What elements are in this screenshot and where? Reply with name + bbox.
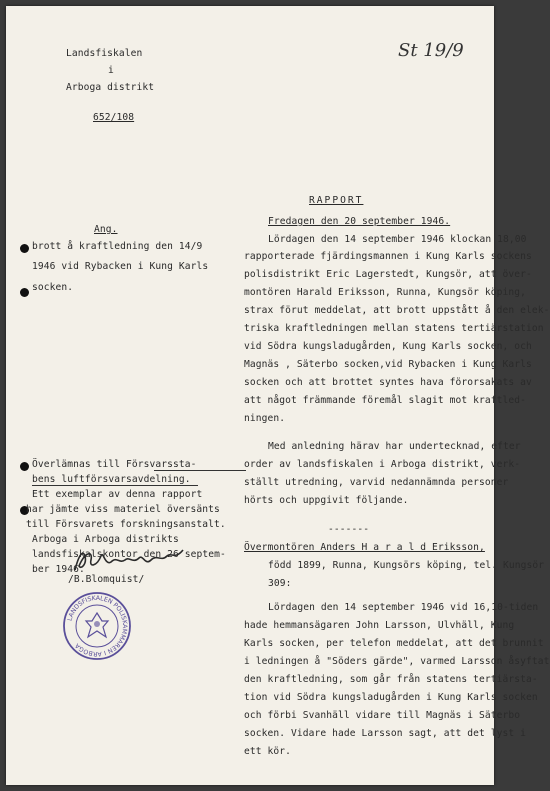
- body-line: socken och att brottet syntes hava förorsakats av: [244, 377, 532, 388]
- body-line: triska kraftledningen mellan statens tertiärstation: [244, 323, 544, 334]
- body-line: i ledningen å "Söders gärde", varmed Larsson åsyftat: [244, 656, 550, 667]
- transmittal-line: landsfiskalskontor den 26 septem-: [32, 549, 226, 560]
- section-divider: -------: [328, 524, 370, 535]
- svg-text:LANDSFISKALEN POLISKAMMAREN I: LANDSFISKALEN POLISKAMMAREN I ARBOGA: [66, 594, 129, 658]
- body-line: Karls socken, per telefon meddelat, att det brunnit: [244, 638, 544, 649]
- witness-info-line: 309:: [268, 578, 292, 589]
- transmittal-line: till Försvarets forskningsanstalt.: [26, 519, 226, 530]
- body-line: ningen.: [244, 413, 286, 424]
- subject-line: brott å kraftledning den 14/9: [32, 241, 203, 252]
- report-title: RAPPORT: [309, 195, 364, 206]
- body-line: Lördagen den 14 september 1946 klockan 18,00: [268, 234, 527, 245]
- body-line: montören Harald Eriksson, Runna, Kungsör köping,: [244, 287, 527, 298]
- body-line: ställt utredning, varvid nedannämnda personer: [244, 477, 509, 488]
- body-line: ett kör.: [244, 746, 292, 757]
- header-office: Landsfiskalen: [66, 48, 143, 59]
- body-line: strax förut meddelat, att brott uppstått å den elek-: [244, 305, 550, 316]
- handwritten-note: St 19/9: [398, 40, 464, 61]
- document-page: [6, 6, 550, 785]
- transmittal-line: ber 1946.: [32, 564, 85, 575]
- official-stamp: [62, 591, 132, 661]
- body-line: tion vid Södra kungsladugården i Kung Karls socken: [244, 692, 538, 703]
- body-line: hade hemmansägaren John Larsson, Ulvhäll, Kung: [244, 620, 515, 631]
- transmittal-line: Ett exemplar av denna rapport: [32, 489, 203, 500]
- transmittal-line: Arboga i Arboga distrikts: [32, 534, 179, 545]
- underline-mark: [32, 485, 198, 486]
- witness-heading: Övermontören Anders H a r a l d Eriksson,: [244, 542, 485, 553]
- reference-number: 652/108: [93, 112, 135, 123]
- signature-name: /B.Blomquist/: [68, 574, 145, 585]
- body-line: socken. Vidare hade Larsson sagt, att det lyst i: [244, 728, 527, 739]
- body-line: och förbi Svanhäll vidare till Magnäs i Säterbo: [244, 710, 521, 721]
- body-line: den kraftledning, som går från statens tertiärsta-: [244, 674, 538, 685]
- punch-hole: [20, 288, 29, 297]
- body-line: polisdistrikt Eric Lagerstedt, Kungsör, att över-: [244, 269, 532, 280]
- witness-info-line: född 1899, Runna, Kungsörs köping, tel. Kungsör: [268, 560, 545, 571]
- header-preposition: i: [108, 65, 114, 76]
- body-line: vid Södra kungsladugården, Kung Karls socken, och: [244, 341, 532, 352]
- body-line: hörts och uppgivit följande.: [244, 495, 409, 506]
- body-line: Lördagen den 14 september 1946 vid 16,10-tiden: [268, 602, 539, 613]
- body-line: Magnäs , Säterbo socken,vid Rybacken i Kung Karls: [244, 359, 532, 370]
- body-line: order av landsfiskalen i Arboga distrikt, verk-: [244, 459, 521, 470]
- body-line: att något främmande föremål slagit mot kraftled-: [244, 395, 527, 406]
- subject-line: 1946 vid Rybacken i Kung Karls: [32, 261, 209, 272]
- body-line: Med anledning härav har undertecknad, efter: [268, 441, 521, 452]
- subject-label: Ang.: [94, 224, 118, 235]
- body-line: rapporterade fjärdingsmannen i Kung Karls sockens: [244, 251, 532, 262]
- punch-hole: [20, 462, 29, 471]
- punch-hole: [20, 244, 29, 253]
- subject-line: socken.: [32, 282, 74, 293]
- transmittal-line: har jämte viss materiel översänts: [26, 504, 220, 515]
- report-date: Fredagen den 20 september 1946.: [268, 216, 451, 227]
- transmittal-line: bens luftförsvarsavdelning.: [32, 474, 191, 485]
- underline-mark: [154, 470, 246, 471]
- handwritten-signature: [71, 546, 186, 576]
- transmittal-text: Överlämnas till Försvarssta-: [32, 459, 197, 470]
- header-district: Arboga distrikt: [66, 82, 155, 93]
